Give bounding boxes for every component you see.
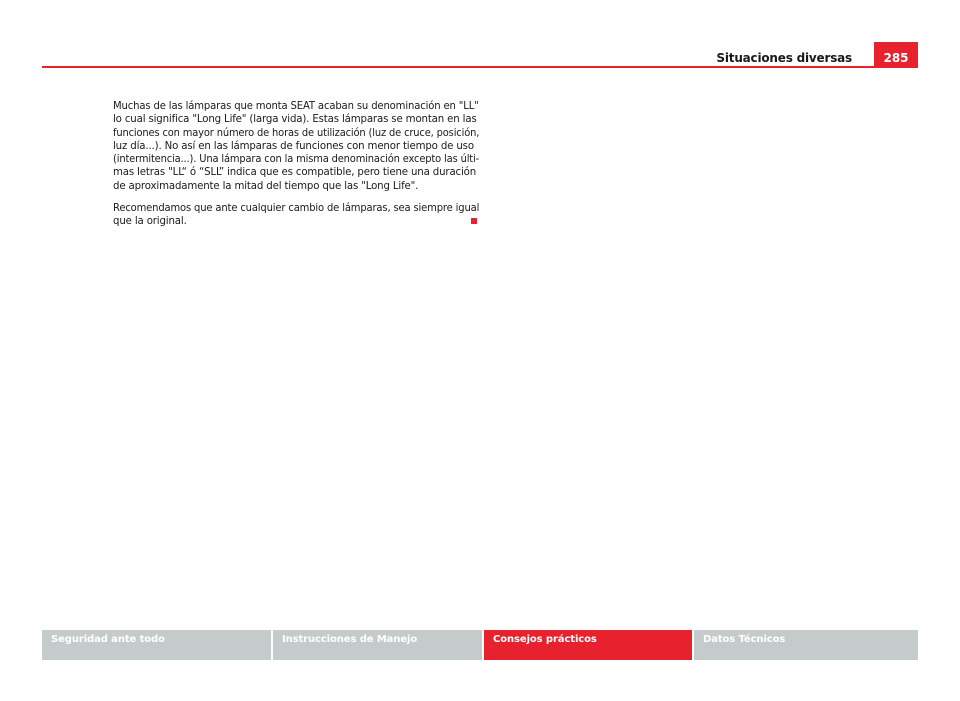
footer-nav [42,630,918,660]
page-number-badge [874,42,918,68]
body-text [113,100,479,238]
text-line: que la original. [113,216,187,228]
section-end-marker-icon [471,218,477,224]
text-line: mas letras "LL“ ó “SLL” indica que es compatible, pero tiene una duración [113,167,477,179]
text-line: Recomendamos que ante cualquier cambio de lámparas, sea siempre igual [113,203,480,215]
text-line: (intermitencia...). Una lámpara con la misma denominación excepto las últi- [113,154,480,166]
text-line: funciones con mayor número de horas de utilización (luz de cruce, posición, [113,127,480,139]
paragraph-1 [113,100,479,193]
page-number: 285 [883,51,909,65]
text-line: luz día...). No así en las lámparas de funciones con menor tiempo de uso [113,140,474,152]
footer-tab-consejos[interactable]: Consejos prácticos [484,630,692,660]
footer-tab-instrucciones[interactable]: Instrucciones de Manejo [273,630,482,660]
footer-tab-seguridad[interactable]: Seguridad ante todo [42,630,271,660]
text-line: de aproximadamente la mitad del tiempo que las "Long Life". [113,180,419,192]
header-rule [42,66,918,68]
text-line: Muchas de las lámparas que monta SEAT acaban su denominación en "LL" [113,101,479,112]
text-line: lo cual significa "Long Life" (larga vida). Estas lámparas se montan en las [113,114,477,126]
paragraph-2 [113,202,479,229]
footer-tab-datos[interactable]: Datos Técnicos [694,630,918,660]
section-title: Situaciones diversas [716,51,852,65]
